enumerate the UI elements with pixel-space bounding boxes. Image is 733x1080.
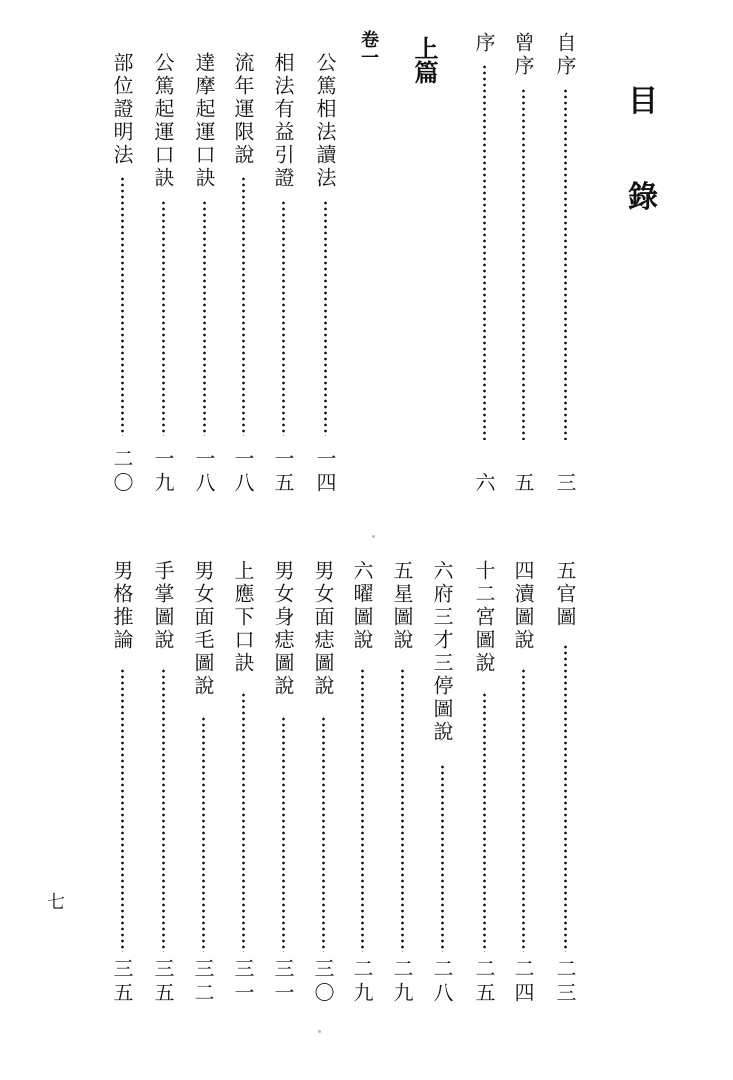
leader-dots — [162, 668, 165, 952]
toc-entry-label: 四瀆圖說 — [511, 560, 535, 652]
leader-dots — [121, 176, 124, 436]
toc-entry-label: 男格推論 — [110, 560, 134, 652]
toc-entry-page: 一九 — [151, 448, 175, 496]
part-heading: 上篇 — [410, 36, 438, 84]
leader-dots — [322, 716, 325, 952]
toc-entry-nange[interactable] — [110, 560, 134, 1010]
toc-entry-liufu-sancai[interactable] — [430, 560, 454, 1010]
toc-entry-page: 二五 — [472, 958, 496, 1006]
toc-entry-gongdu-koujue[interactable] — [151, 52, 175, 496]
toc-entry-label: 男女面毛圖說 — [191, 560, 215, 698]
leader-dots — [324, 200, 327, 436]
toc-entry-label: 五官圖 — [553, 560, 577, 629]
leader-dots — [522, 668, 525, 952]
volume-heading: 卷一 — [358, 30, 379, 66]
toc-entry-page: 五 — [511, 472, 535, 496]
toc-entry-label: 手掌圖說 — [151, 560, 175, 652]
leader-dots — [282, 716, 285, 952]
scan-speck — [372, 535, 375, 538]
toc-entry-page: 三五 — [110, 958, 134, 1006]
toc-entry-page: 一四 — [313, 448, 337, 496]
toc-entry-mianmao[interactable] — [191, 560, 215, 1010]
leader-dots — [361, 668, 364, 952]
toc-entry-page: 三一 — [231, 958, 255, 1006]
toc-entry-wuguan[interactable] — [553, 560, 577, 1010]
toc-entry-page: 二九 — [390, 958, 414, 1006]
toc-entry-gongdu-dufa[interactable] — [313, 52, 337, 496]
toc-entry-mianzhi[interactable] — [311, 560, 335, 1010]
toc-entry-label: 公篤相法讀法 — [313, 52, 337, 190]
toc-entry-label: 十二宮圖說 — [472, 560, 496, 675]
leader-dots — [162, 200, 165, 436]
toc-entry-page: 二九 — [350, 958, 374, 1006]
toc-entry-page: 二三 — [553, 958, 577, 1006]
toc-entry-shiergong[interactable] — [472, 560, 496, 1010]
toc-entry-page: 一八 — [231, 448, 255, 496]
toc-entry-shouzhang[interactable] — [151, 560, 175, 1010]
toc-entry-liunian-yunxian[interactable] — [231, 52, 255, 496]
leader-dots — [522, 88, 525, 440]
toc-entry-label: 男女面痣圖說 — [311, 560, 335, 698]
toc-entry-page: 三五 — [151, 958, 175, 1006]
leader-dots — [203, 200, 206, 436]
toc-entry-page: 二八 — [430, 958, 454, 1006]
leader-dots — [242, 176, 245, 436]
toc-entry-zengxu[interactable] — [511, 32, 535, 496]
toc-entry-label: 六府三才三停圖說 — [430, 560, 454, 744]
toc-entry-page: 三〇 — [311, 958, 335, 1006]
toc-title-char-2: 錄 — [628, 180, 658, 215]
toc-entry-label: 五星圖說 — [390, 560, 414, 652]
leader-dots — [121, 668, 124, 952]
leader-dots — [401, 668, 404, 952]
toc-entry-shenzhi[interactable] — [271, 560, 295, 1010]
toc-entry-label: 曾序 — [511, 32, 535, 78]
leader-dots — [483, 692, 486, 952]
toc-entry-label: 序 — [472, 32, 496, 55]
toc-entry-damo-koujue[interactable] — [192, 52, 216, 496]
leader-dots — [242, 692, 245, 952]
toc-entry-label: 公篤起運口訣 — [151, 52, 175, 190]
toc-entry-shangying[interactable] — [231, 560, 255, 1010]
toc-entry-label: 六曜圖說 — [350, 560, 374, 652]
toc-entry-page: 一八 — [192, 448, 216, 496]
toc-entry-liuyao[interactable] — [350, 560, 374, 1010]
leader-dots — [202, 716, 205, 952]
toc-entry-label: 男女身痣圖說 — [271, 560, 295, 698]
toc-entry-label: 上應下口訣 — [231, 560, 255, 675]
toc-entry-xiangfa-yinzheng[interactable] — [271, 52, 295, 496]
toc-entry-wuxing[interactable] — [390, 560, 414, 1010]
toc-entry-page: 六 — [472, 472, 496, 496]
toc-entry-page: 一五 — [271, 448, 295, 496]
leader-dots — [564, 644, 567, 952]
toc-entry-page: 二四 — [511, 958, 535, 1006]
leader-dots — [564, 88, 567, 440]
toc-title-char-1: 目 — [628, 84, 658, 119]
toc-entry-zixu[interactable] — [553, 32, 577, 496]
toc-entry-label: 相法有益引證 — [271, 52, 295, 190]
page-number: 七 — [47, 892, 65, 913]
toc-entry-page: 三 — [553, 472, 577, 496]
toc-entry-buwei-zhengming[interactable] — [110, 52, 134, 496]
leader-dots — [441, 764, 444, 952]
toc-entry-xu[interactable] — [472, 32, 496, 496]
leader-dots — [282, 200, 285, 436]
toc-entry-label: 部位證明法 — [110, 52, 134, 167]
toc-entry-label: 自序 — [553, 32, 577, 78]
toc-entry-sidu[interactable] — [511, 560, 535, 1010]
toc-entry-label: 達摩起運口訣 — [192, 52, 216, 190]
leader-dots — [483, 64, 486, 440]
toc-entry-label: 流年運限說 — [231, 52, 255, 167]
toc-entry-page: 二〇 — [110, 448, 134, 496]
toc-entry-page: 三二 — [191, 958, 215, 1006]
toc-entry-page: 三一 — [271, 958, 295, 1006]
scan-speck — [318, 1030, 321, 1033]
